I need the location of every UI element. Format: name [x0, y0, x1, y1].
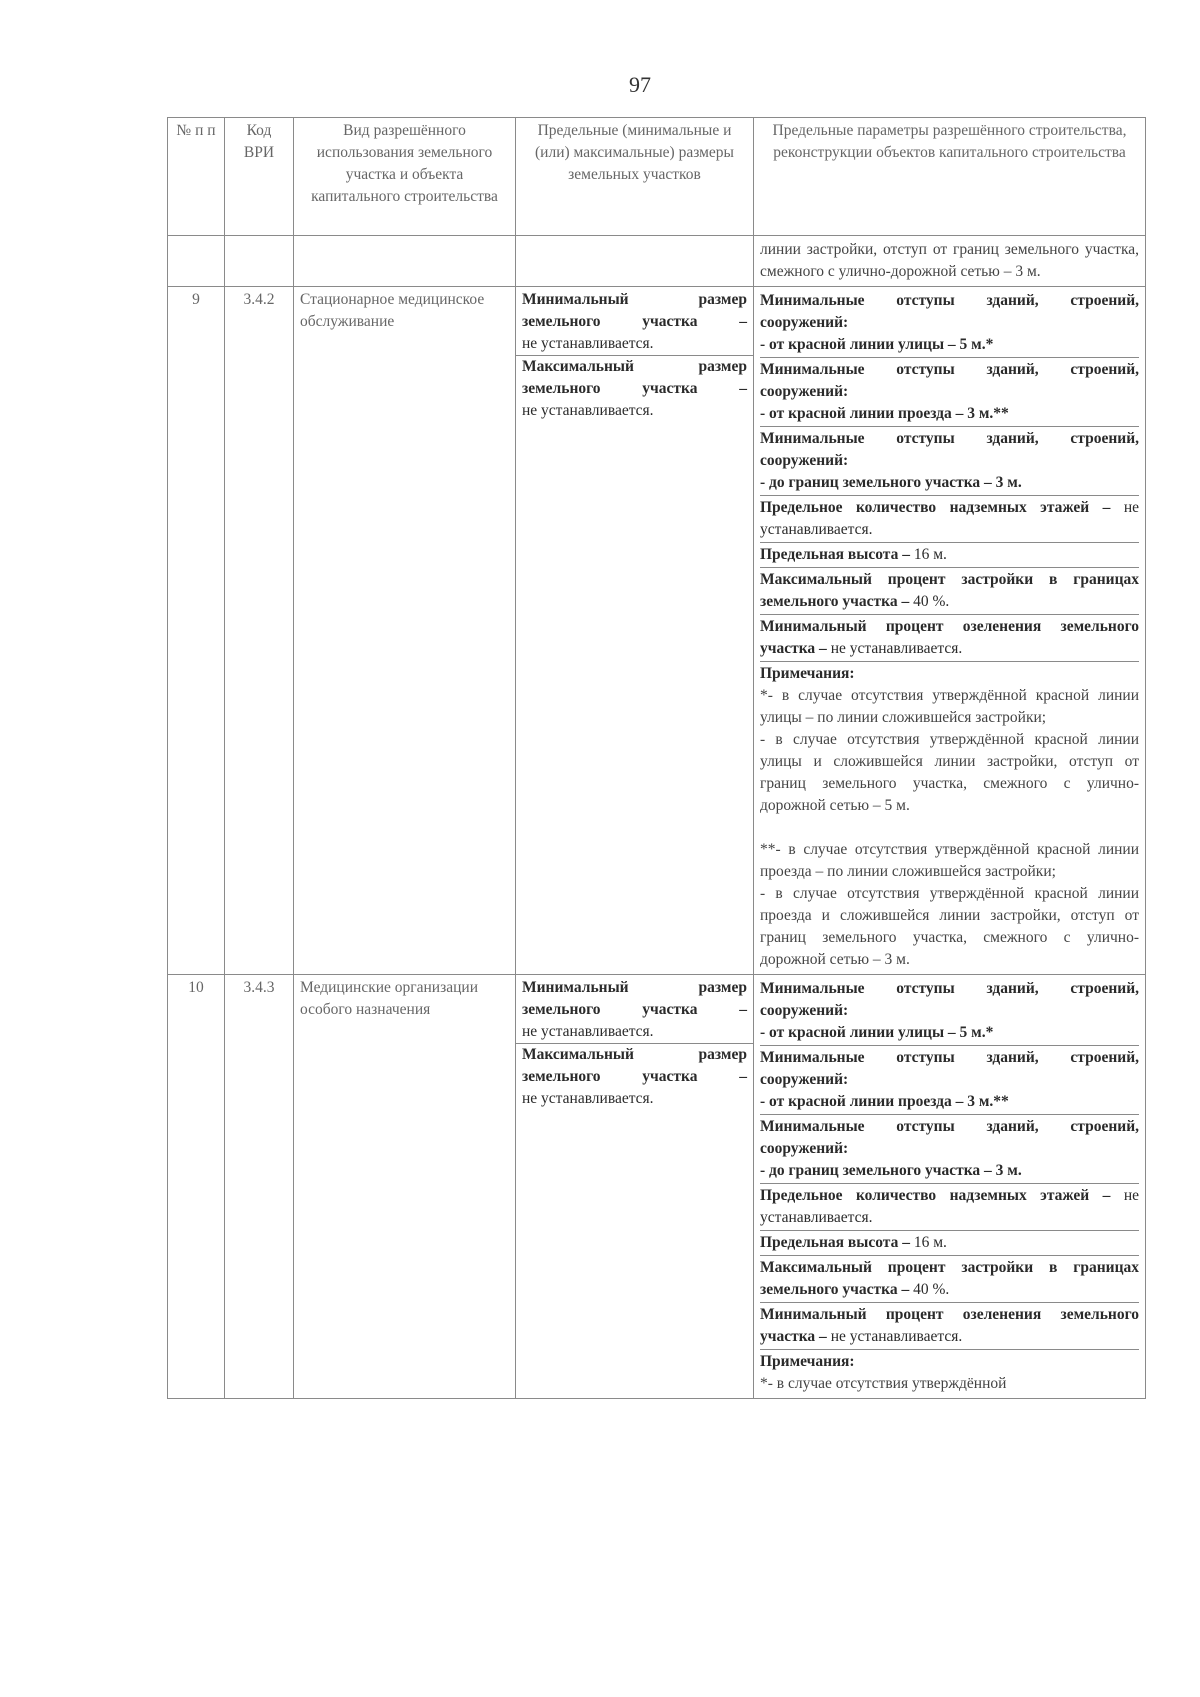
header-num: № п п	[168, 118, 225, 236]
param-title: Максимальный процент застройки в границах земельного участка –	[760, 1259, 1139, 1298]
param-value: 16 м.	[909, 1234, 947, 1251]
lot-min-title: Минимальный размер земельного участка –	[522, 291, 747, 330]
table-row-continuation	[168, 236, 1146, 287]
notes-block	[760, 1350, 1139, 1396]
param-value: - от красной линии улицы – 5 м.*	[760, 1024, 994, 1041]
param-title: Минимальный процент озеленения земельного участка –	[760, 618, 1139, 657]
lot-size-cell	[516, 975, 754, 1399]
lot-max-title: Максимальный размер земельного участка –	[522, 358, 747, 397]
param-item	[760, 1046, 1139, 1115]
vri-name: Медицинские организации особого назначения	[294, 975, 516, 1399]
notes-gap	[760, 817, 1139, 839]
row-number: 10	[168, 975, 225, 1399]
cell-empty	[294, 236, 516, 287]
continuation-text: линии застройки, отступ от границ земельного участка, смежного с улично-дорожной сетью – 3 м.	[760, 241, 1139, 280]
notes-title: Примечания:	[760, 665, 855, 682]
param-value: не устанавливается.	[826, 1328, 963, 1345]
param-item	[760, 496, 1139, 543]
param-item	[760, 615, 1139, 662]
param-item	[760, 1256, 1139, 1303]
note-line: **- в случае отсутствия утверждённой красной линии проезда – по линии сложившейся застройки;	[760, 841, 1139, 880]
param-title: Минимальный процент озеленения земельного участка –	[760, 1306, 1139, 1345]
param-item	[760, 1303, 1139, 1350]
param-title: Минимальные отступы зданий, строений, сооружений:	[760, 980, 1139, 1019]
param-title: Предельная высота –	[760, 546, 910, 563]
param-title: Минимальные отступы зданий, строений, сооружений:	[760, 361, 1139, 400]
param-value: - до границ земельного участка – 3 м.	[760, 474, 1022, 491]
lot-min-value: не устанавливается.	[522, 335, 654, 352]
param-item	[760, 358, 1139, 427]
cell-empty	[168, 236, 225, 287]
param-item	[760, 1231, 1139, 1256]
param-title: Минимальные отступы зданий, строений, сооружений:	[760, 1049, 1139, 1088]
params-cell	[754, 975, 1146, 1399]
note-line: - в случае отсутствия утверждённой красной линии проезда и сложившейся линии застройки, отступ от границ земельного участка, смежного с улично-дорожной сетью – 3 м.	[760, 885, 1139, 968]
note-line: - в случае отсутствия утверждённой красной линии улицы и сложившейся линии застройки, отступ от границ земельного участка, смежного с улично-дорожной сетью – 5 м.	[760, 731, 1139, 814]
lot-max-value: не устанавливается.	[522, 1090, 654, 1107]
cell-empty	[225, 236, 294, 287]
header-vri: Вид разрешённого использования земельного участка и объекта капитального строительства	[294, 118, 516, 236]
page-number: 97	[629, 72, 651, 97]
vri-code: 3.4.2	[225, 287, 294, 975]
vri-code: 3.4.3	[225, 975, 294, 1399]
param-title: Минимальные отступы зданий, строений, сооружений:	[760, 430, 1139, 469]
param-item	[760, 289, 1139, 358]
notes-block	[760, 662, 1139, 972]
header-code: Код ВРИ	[225, 118, 294, 236]
param-item	[760, 427, 1139, 496]
param-value: не устанавливается.	[760, 499, 1139, 538]
param-title: Максимальный процент застройки в границах земельного участка –	[760, 571, 1139, 610]
param-value: - от красной линии проезда – 3 м.**	[760, 1093, 1009, 1110]
param-value: - от красной линии проезда – 3 м.**	[760, 405, 1009, 422]
param-value: 40 %.	[909, 593, 950, 610]
lot-min-title: Минимальный размер земельного участка –	[522, 979, 747, 1018]
lot-max-value: не устанавливается.	[522, 402, 654, 419]
table-row	[168, 287, 1146, 975]
table-header-row	[168, 118, 1146, 236]
header-params: Предельные параметры разрешённого строительства, реконструкции объектов капитального строительства	[754, 118, 1146, 236]
param-item	[760, 1115, 1139, 1184]
note-line: *- в случае отсутствия утверждённой	[760, 1375, 1007, 1392]
row-number: 9	[168, 287, 225, 975]
param-title: Предельная высота –	[760, 1234, 910, 1251]
table-row	[168, 975, 1146, 1399]
header-lot-size: Предельные (минимальные и (или) максимальные) размеры земельных участков	[516, 118, 754, 236]
param-value: 40 %.	[909, 1281, 950, 1298]
param-title: Предельное количество надземных этажей –	[760, 1187, 1111, 1204]
lot-max-title: Максимальный размер земельного участка –	[522, 1046, 747, 1085]
lot-min-value: не устанавливается.	[522, 1023, 654, 1040]
param-value: 16 м.	[909, 546, 947, 563]
param-item	[760, 543, 1139, 568]
cell-empty	[516, 236, 754, 287]
param-value: - до границ земельного участка – 3 м.	[760, 1162, 1022, 1179]
regulations-table	[167, 117, 1146, 1399]
param-value: - от красной линии улицы – 5 м.*	[760, 336, 994, 353]
param-item	[760, 1184, 1139, 1231]
param-value: не устанавливается.	[760, 1187, 1139, 1226]
vri-name: Стационарное медицинское обслуживание	[294, 287, 516, 975]
param-title: Минимальные отступы зданий, строений, сооружений:	[760, 1118, 1139, 1157]
lot-size-cell	[516, 287, 754, 975]
param-title: Минимальные отступы зданий, строений, сооружений:	[760, 292, 1139, 331]
param-value: не устанавливается.	[826, 640, 963, 657]
notes-title: Примечания:	[760, 1353, 855, 1370]
param-title: Предельное количество надземных этажей –	[760, 499, 1111, 516]
params-cell	[754, 287, 1146, 975]
param-item	[760, 568, 1139, 615]
continuation-text-cell	[754, 236, 1146, 287]
param-item	[760, 977, 1139, 1046]
note-line: *- в случае отсутствия утверждённой красной линии улицы – по линии сложившейся застройки;	[760, 687, 1139, 726]
